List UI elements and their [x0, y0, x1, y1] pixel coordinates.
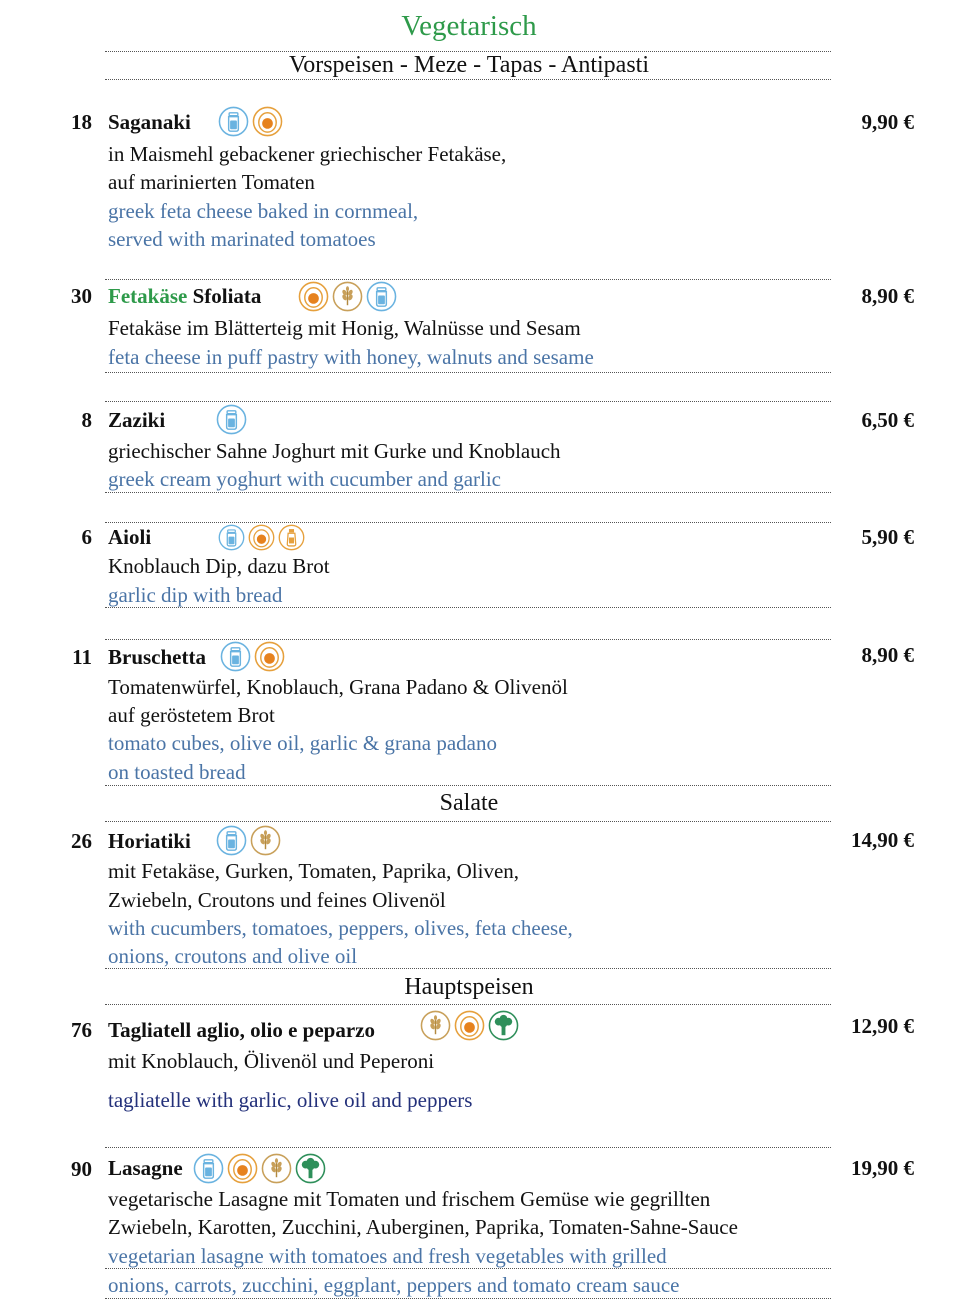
item-price: 9,90 € [861, 110, 914, 134]
allergen-icons [298, 281, 397, 312]
egg-icon [298, 281, 329, 312]
item-description-en: tagliatelle with garlic, olive oil and peppers [108, 1088, 473, 1112]
mustard-icon [278, 524, 305, 551]
milk-icon [220, 641, 251, 672]
section-heading-salads: Salate [439, 790, 499, 816]
item-name: Lasagne [108, 1156, 183, 1180]
divider [105, 79, 831, 80]
celery-icon [488, 1010, 519, 1041]
item-price: 5,90 € [861, 525, 914, 549]
item-description-de: in Maismehl gebackener griechischer Fetakäse, [108, 142, 507, 166]
item-name: Aioli [108, 525, 152, 549]
section-heading-starters: Vorspeisen - Meze - Tapas - Antipasti [288, 52, 650, 78]
divider [105, 607, 831, 608]
item-number: 8 [81, 408, 92, 432]
milk-icon [218, 106, 249, 137]
gluten-icon [420, 1010, 451, 1041]
allergen-icons [420, 1010, 519, 1041]
item-name [108, 284, 261, 309]
divider [105, 639, 831, 640]
item-name: Saganaki [108, 110, 191, 134]
item-number: 18 [71, 110, 92, 134]
allergen-icons [220, 641, 285, 672]
item-description-en: on toasted bread [108, 760, 246, 784]
item-number: 90 [71, 1157, 92, 1181]
divider [105, 372, 831, 373]
item-description-de: Fetakäse im Blätterteig mit Honig, Walnüsse und Sesam [108, 316, 581, 340]
divider [105, 785, 831, 786]
page-title: Vegetarisch [401, 10, 537, 42]
item-description-en: tomato cubes, olive oil, garlic & grana padano [108, 731, 497, 755]
item-name-rest: Sfoliata [192, 284, 262, 308]
milk-icon [218, 524, 245, 551]
item-description-de: auf geröstetem Brot [108, 703, 275, 727]
egg-icon [252, 106, 283, 137]
item-name-highlight: Fetakäse [108, 284, 188, 308]
item-name: Horiatiki [108, 829, 191, 853]
divider [105, 968, 831, 969]
celery-icon [295, 1153, 326, 1184]
divider [105, 1268, 831, 1269]
divider [105, 821, 831, 822]
egg-icon [454, 1010, 485, 1041]
allergen-icons [218, 106, 283, 137]
item-description-de: Zwiebeln, Karotten, Zucchini, Auberginen, Paprika, Tomaten-Sahne-Sauce [108, 1215, 738, 1239]
item-description-en: served with marinated tomatoes [108, 227, 376, 251]
milk-icon [216, 404, 247, 435]
item-description-en: feta cheese in puff pastry with honey, walnuts and sesame [108, 345, 594, 369]
item-name: Bruschetta [108, 645, 206, 669]
gluten-icon [332, 281, 363, 312]
allergen-icons [193, 1153, 326, 1184]
item-price: 6,50 € [861, 408, 914, 432]
gluten-icon [250, 825, 281, 856]
divider [105, 522, 831, 523]
gluten-icon [261, 1153, 292, 1184]
item-number: 11 [72, 645, 92, 669]
item-price: 19,90 € [851, 1156, 914, 1180]
item-description-en: onions, croutons and olive oil [108, 944, 358, 968]
item-number: 30 [71, 284, 92, 308]
item-price: 8,90 € [861, 643, 914, 667]
item-price: 14,90 € [851, 828, 914, 852]
item-number: 6 [81, 525, 92, 549]
item-description-en: garlic dip with bread [108, 583, 283, 607]
item-name: Tagliatell aglio, olio e peparzo [108, 1018, 375, 1042]
item-description-en: vegetarian lasagne with tomatoes and fresh vegetables with grilled [108, 1244, 667, 1268]
egg-icon [248, 524, 275, 551]
egg-icon [227, 1153, 258, 1184]
item-description-de: griechischer Sahne Joghurt mit Gurke und Knoblauch [108, 439, 561, 463]
item-price: 12,90 € [851, 1014, 914, 1038]
egg-icon [254, 641, 285, 672]
item-description-de: Zwiebeln, Croutons und feines Olivenöl [108, 888, 446, 912]
milk-icon [193, 1153, 224, 1184]
item-description-en: greek feta cheese baked in cornmeal, [108, 199, 419, 223]
item-description-de: vegetarische Lasagne mit Tomaten und frischem Gemüse wie gegrillten [108, 1187, 711, 1211]
divider [105, 401, 831, 402]
item-price: 8,90 € [861, 284, 914, 308]
divider [105, 492, 831, 493]
item-number: 76 [71, 1018, 92, 1042]
item-description-de: Knoblauch Dip, dazu Brot [108, 554, 330, 578]
allergen-icons [216, 825, 281, 856]
divider [105, 1004, 831, 1005]
item-description-en: greek cream yoghurt with cucumber and garlic [108, 467, 502, 491]
item-description-de: auf marinierten Tomaten [108, 170, 315, 194]
item-description-de: mit Fetakäse, Gurken, Tomaten, Paprika, Oliven, [108, 859, 520, 883]
item-description-en: with cucumbers, tomatoes, peppers, olives, feta cheese, [108, 916, 573, 940]
section-heading-mains: Hauptspeisen [404, 974, 534, 1000]
allergen-icons [216, 404, 247, 435]
item-description-en: onions, carrots, zucchini, eggplant, peppers and tomato cream sauce [108, 1273, 680, 1297]
item-description-de: mit Knoblauch, Ölivenöl und Peperoni [108, 1049, 435, 1073]
divider [105, 1147, 831, 1148]
milk-icon [366, 281, 397, 312]
divider [105, 1298, 831, 1299]
allergen-icons [218, 524, 305, 551]
divider [105, 279, 831, 280]
item-name: Zaziki [108, 408, 166, 432]
item-number: 26 [71, 829, 92, 853]
milk-icon [216, 825, 247, 856]
item-description-de: Tomatenwürfel, Knoblauch, Grana Padano & Olivenöl [108, 675, 568, 699]
